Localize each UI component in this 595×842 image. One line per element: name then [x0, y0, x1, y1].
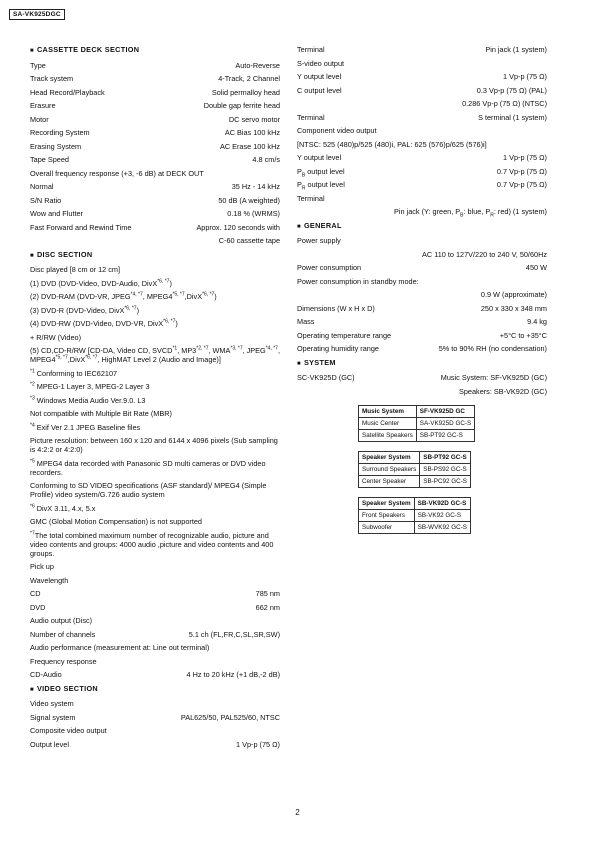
- spec-row: [30, 182, 280, 191]
- spec-label: Normal: [30, 182, 54, 191]
- disc-played: Disc played [8 cm or 12 cm]: [30, 265, 121, 274]
- spec-value: AC Erase 100 kHz: [219, 141, 280, 151]
- freq-response-label: Overall frequency response (+3, -6 dB) at DECK OUT: [30, 168, 204, 178]
- standby-label: Power consumption in standby mode:: [297, 276, 419, 286]
- terminal-row: Terminal Pin jack (1 system): [297, 45, 547, 54]
- speaker-system-pt92-table: [358, 451, 471, 488]
- mass-row: Mass 9.4 kg: [297, 317, 547, 326]
- spec-value: Approx. 120 seconds with: [196, 222, 280, 232]
- spec-label: Recording System: [30, 128, 90, 137]
- output-level-row: Output level 1 Vp-p (75 Ω): [30, 739, 280, 749]
- spec-value: Solid permalloy head: [211, 87, 280, 97]
- music-system-table: [358, 405, 475, 442]
- y-output2-row: Y output level 1 Vp-p (75 Ω): [297, 153, 547, 162]
- terminal2-row: Terminal S terminal (1 system): [297, 112, 547, 122]
- spec-row: [30, 142, 280, 151]
- right-column: [297, 45, 547, 400]
- spec-row: [30, 74, 280, 83]
- pr-output-row: $P_R$ output level 0.7 Vp-p (75 Ω): [297, 180, 547, 192]
- table-row: Surround Speakers SB-PS92 GC-S: [359, 464, 471, 476]
- system-model-row: SC-VK925D (GC) Music System: SF-VK925D (GC): [297, 373, 547, 382]
- spec-value: AC Bias 100 kHz: [224, 128, 280, 137]
- footnote-2: $^{*2}$ MPEG-1 Layer 3, MPEG-2 Layer 3: [30, 381, 150, 391]
- spec-value: DC servo motor: [228, 114, 280, 124]
- spec-row: [30, 61, 280, 70]
- cassette-heading: ■ CASSETTE DECK SECTION: [30, 45, 140, 54]
- dimensions-row: Dimensions (W x H x D) 250 x 330 x 348 mm: [297, 303, 547, 313]
- c-output-row: C output level 0.3 Vp-p (75 Ω) (PAL): [297, 85, 547, 95]
- disc-format-3: (3) DVD-R (DVD-Video, DivX$^{*6, *7}$): [30, 305, 140, 315]
- spec-value: 0.18 % (WRMS): [227, 209, 280, 218]
- spec-label: Fast Forward and Rewind Time: [30, 222, 132, 232]
- spec-label: Erasing System: [30, 141, 82, 151]
- bullet-icon: ■: [30, 686, 34, 693]
- footnote-5b: Conforming to SD VIDEO specifications (ASF standard)/ MPEG4 (Simple Profile) video system/G.726 audio system: [30, 481, 267, 499]
- power-supply-label: Power supply: [297, 236, 341, 245]
- spec-value: 35 Hz - 14 kHz: [231, 182, 280, 191]
- disc-heading: ■ DISC SECTION: [30, 249, 93, 259]
- general-heading: ■ GENERAL: [297, 220, 342, 230]
- table-header-row: Music System SF-VK925D GC: [359, 406, 475, 418]
- footnote-4: $^{*4}$ Exif Ver 2.1 JPEG Baseline files: [30, 422, 141, 432]
- table-row: Front Speakers SB-VK92 GC-S: [359, 510, 471, 522]
- footnote-1: $^{*1}$ Conforming to IEC62107: [30, 368, 118, 378]
- footnote-6: $^{*6}$ DivX 3.11, 4.x, 5.x: [30, 503, 96, 513]
- consumption-row: Power consumption 450 W: [297, 263, 547, 272]
- standby-value: 0.9 W (approximate): [480, 290, 547, 299]
- disc-format-2: (2) DVD-RAM (DVD-VR, $JPEG^{*4, *7}$, $MPEG4^{*5, *7},DivX^{*6, *7}$): [30, 291, 217, 301]
- ff-cont: C-60 cassette tape: [218, 236, 280, 245]
- spec-row: [30, 128, 280, 137]
- cd-audio-row: CD-Audio 4 Hz to 20 kHz (+1 dB,-2 dB): [30, 670, 280, 679]
- spec-label: Track system: [30, 74, 74, 83]
- svideo-label: S-video output: [297, 58, 345, 68]
- wavelength-label: Wavelength: [30, 575, 69, 585]
- spec-row: [30, 115, 280, 124]
- ac-value: AC 110 to 127V/220 to 240 V, 50/60Hz: [422, 249, 547, 259]
- table-row: Music Center SA-VK925D GC-S: [359, 418, 475, 430]
- video-system-label: Video system: [30, 699, 74, 708]
- bullet-icon: ■: [30, 48, 34, 54]
- video-heading: ■ VIDEO SECTION: [30, 683, 99, 693]
- speaker-system-vk92d-table: [358, 497, 471, 534]
- c-output-ntsc: 0.286 Vp-p (75 Ω) (NTSC): [462, 99, 547, 108]
- composite-label: Composite video output: [30, 726, 107, 735]
- spec-label: DVD: [30, 602, 46, 612]
- cassette-spec-list: [30, 61, 280, 165]
- left-column: [30, 45, 280, 753]
- spec-row: [30, 223, 280, 232]
- table-header-row: Speaker System SB-PT92 GC-S: [359, 452, 471, 464]
- spec-value: 50 dB (A weighted): [218, 195, 280, 205]
- spec-label: Head Record/Playback: [30, 87, 105, 97]
- footnote-3: $^{*3}$ Windows Media Audio Ver.9.0. L3: [30, 395, 146, 405]
- spec-label: Erasure: [30, 101, 56, 110]
- spec-value: Auto-Reverse: [235, 60, 280, 70]
- table-row: Satellite Speakers SB-PT92 GC-S: [359, 430, 475, 442]
- page-number: 2: [295, 808, 300, 817]
- pinjack-desc: Pin jack (Y: green, $P_B$: blue, $P_R$: red) (1 system): [394, 207, 547, 219]
- pickup-label: Pick up: [30, 562, 54, 571]
- spec-value: Double gap ferrite head: [203, 101, 280, 110]
- temperature-row: Operating temperature range +5°C to +35°C: [297, 330, 547, 340]
- disc-format-4: (4) DVD-RW (DVD-Video, DVD-VR, DivX$^{*6, *7}$): [30, 318, 178, 328]
- terminal3-label: Terminal: [297, 193, 325, 203]
- spec-row: [30, 196, 280, 205]
- bullet-icon: ■: [297, 360, 301, 367]
- humidity-row: Operating humidity range 5% to 90% RH (no condensation): [297, 344, 547, 353]
- model-tag: SA-VK925DGC: [9, 9, 65, 20]
- footnote-4b: Picture resolution: between 160 x 120 and 6144 x 4096 pixels (Sub sampling is 4:2:2 or 4:2:0): [30, 436, 278, 454]
- y-output-row: Y output level 1 Vp-p (75 Ω): [297, 72, 547, 81]
- spec-row: [30, 603, 280, 612]
- cassette-spec-list-2: [30, 182, 280, 232]
- bullet-icon: ■: [297, 223, 301, 230]
- spec-row: [30, 155, 280, 164]
- spec-value: 785 nm: [255, 589, 280, 598]
- table-header-row: Speaker System SB-VK92D GC-S: [359, 498, 471, 510]
- audio-perf-label: Audio performance (measurement at: Line out terminal): [30, 643, 210, 652]
- spec-row: [30, 589, 280, 598]
- footnote-6b: GMC (Global Motion Compensation) is not supported: [30, 517, 202, 526]
- system-heading: ■ SYSTEM: [297, 357, 336, 367]
- footnote-3b: Not compatible with Multiple Bit Rate (MBR): [30, 409, 172, 418]
- footnote-7: $^{*7}$The total combined maximum number of recognizable audio, picture and video contents and groups: 4000 audio ,picture and video contents and 400 groups.: [30, 530, 274, 558]
- spec-label: S/N Ratio: [30, 195, 62, 205]
- freq-label: Frequency response: [30, 656, 97, 666]
- spec-value: 662 nm: [255, 602, 280, 612]
- spec-label: Wow and Flutter: [30, 209, 83, 218]
- spec-label: Motor: [30, 114, 49, 124]
- spec-value: 4-Track, 2 Channel: [218, 74, 280, 83]
- disc-format-1: (1) DVD (DVD-Video, DVD-Audio, DivX$^{*6, *7}$): [30, 278, 172, 288]
- spec-row: [30, 101, 280, 110]
- ntsc-pal-label: [NTSC: 525 (480)p/525 (480)i, PAL: 625 (576)p/625 (576)i]: [297, 139, 487, 149]
- table-row: Subwoofer SB-WVK92 GC-S: [359, 522, 471, 534]
- spec-row: [30, 209, 280, 218]
- spec-label: Type: [30, 60, 46, 70]
- spec-row: [30, 88, 280, 97]
- bullet-icon: ■: [30, 252, 34, 259]
- spec-label: Tape Speed: [30, 155, 69, 164]
- table-row: Center Speaker SB-PC92 GC-S: [359, 476, 471, 488]
- channels-row: Number of channels 5.1 ch (FL,FR,C,SL,SR,SW): [30, 629, 280, 639]
- footnote-5: $^{*5}$ MPEG4 data recorded with Panasonic SD multi cameras or DVD video recorders.: [30, 458, 266, 477]
- disc-format-5: + R/RW (Video): [30, 332, 82, 342]
- speakers-value: Speakers: SB-VK92D (GC): [459, 386, 547, 396]
- signal-row: Signal system PAL625/50, PAL525/60, NTSC: [30, 712, 280, 722]
- pb-output-row: $P_B$ output level 0.7 Vp-p (75 Ω): [297, 166, 547, 178]
- audio-output-label: Audio output (Disc): [30, 616, 93, 625]
- spec-label: CD: [30, 589, 41, 598]
- spec-value: 4.8 cm/s: [252, 155, 280, 164]
- disc-format-6: (5) CD,CD-R/RW [CD-DA, Video CD, SVCD$^{*1}$, $MP3^{*2, *7}$, $WMA^{*3, *7}$, $JPEG^{*4, *7}$, $MPEG4^{*5, *7},DivX^{*6, *7}$, HighMAT Level 2 (Audio and Image)]: [30, 345, 280, 364]
- component-label: Component video output: [297, 126, 377, 135]
- wavelength-list: [30, 589, 280, 612]
